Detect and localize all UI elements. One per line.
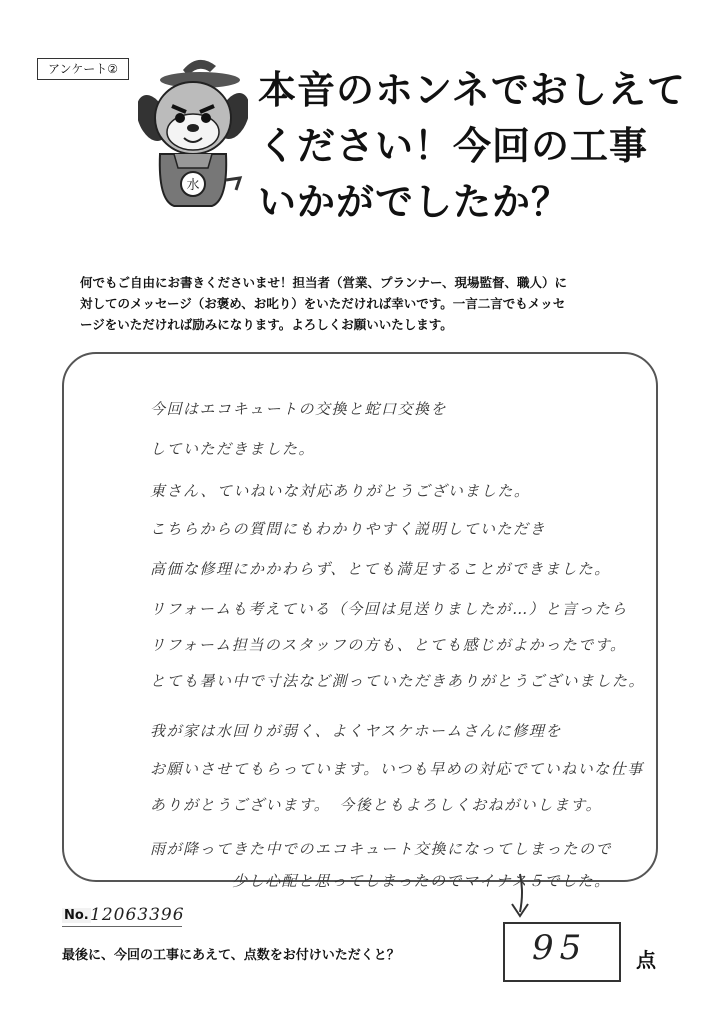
intro-line: 対してのメッセージ（お褒め、お叱り）をいただければ幸いです。一言二言でもメッセ — [80, 296, 566, 311]
svg-text:水: 水 — [186, 178, 200, 193]
score-value: 95 — [532, 928, 588, 968]
survey-tag: アンケート② — [37, 58, 129, 80]
comment-line: 高価な修理にかかわらず、とても満足することができました。 — [150, 560, 611, 578]
comment-line: 少し心配と思ってしまったのでマイナス５でした。 — [232, 872, 611, 890]
headline-line: ください！今回の工事 — [258, 124, 649, 168]
number-underline — [62, 926, 182, 927]
intro-text — [80, 272, 660, 335]
score-unit: 点 — [636, 948, 656, 972]
comment-line: 東さん、ていねいな対応ありがとうございました。 — [150, 482, 531, 500]
mascot-illustration — [138, 50, 248, 210]
comment-line: 今回はエコキュートの交換と蛇口交換を — [150, 400, 448, 418]
comment-line: こちらからの質問にもわかりやすく説明していただき — [150, 520, 547, 538]
intro-line: 何でもご自由にお書きくださいませ！担当者（営業、プランナー、現場監督、職人）に — [80, 275, 568, 290]
comment-line: ありがとうございます。 今後ともよろしくおねがいします。 — [150, 796, 603, 814]
number-label: No. — [64, 908, 89, 923]
headline-line: 本音のホンネでおしえて — [258, 68, 686, 112]
arrow-icon — [500, 872, 540, 922]
comment-line: 我が家は水回りが弱く、よくヤスケホームさんに修理を — [150, 722, 562, 740]
comment-line: 雨が降ってきた中でのエコキュート交換になってしまったので — [150, 840, 613, 858]
headline-line: いかがでしたか？ — [258, 180, 571, 224]
comment-line: リフォーム担当のスタッフの方も、とても感じがよかったです。 — [150, 636, 627, 654]
intro-line: ージをいただければ励みになります。よろしくお願いいたします。 — [80, 317, 453, 332]
score-question: 最後に、今回の工事にあえて、点数をお付けいただくと？ — [62, 948, 400, 963]
comment-line: お願いさせてもらっています。いつも早めの対応でていねいな仕事 — [150, 760, 644, 778]
comment-line: リフォームも考えている（今回は見送りましたが…）と言ったら — [150, 600, 628, 618]
comment-line: していただきました。 — [150, 440, 316, 458]
headline — [258, 62, 686, 230]
number-value: 12063396 — [90, 905, 185, 925]
comment-line: とても暑い中で寸法など測っていただきありがとうございました。 — [150, 672, 646, 690]
